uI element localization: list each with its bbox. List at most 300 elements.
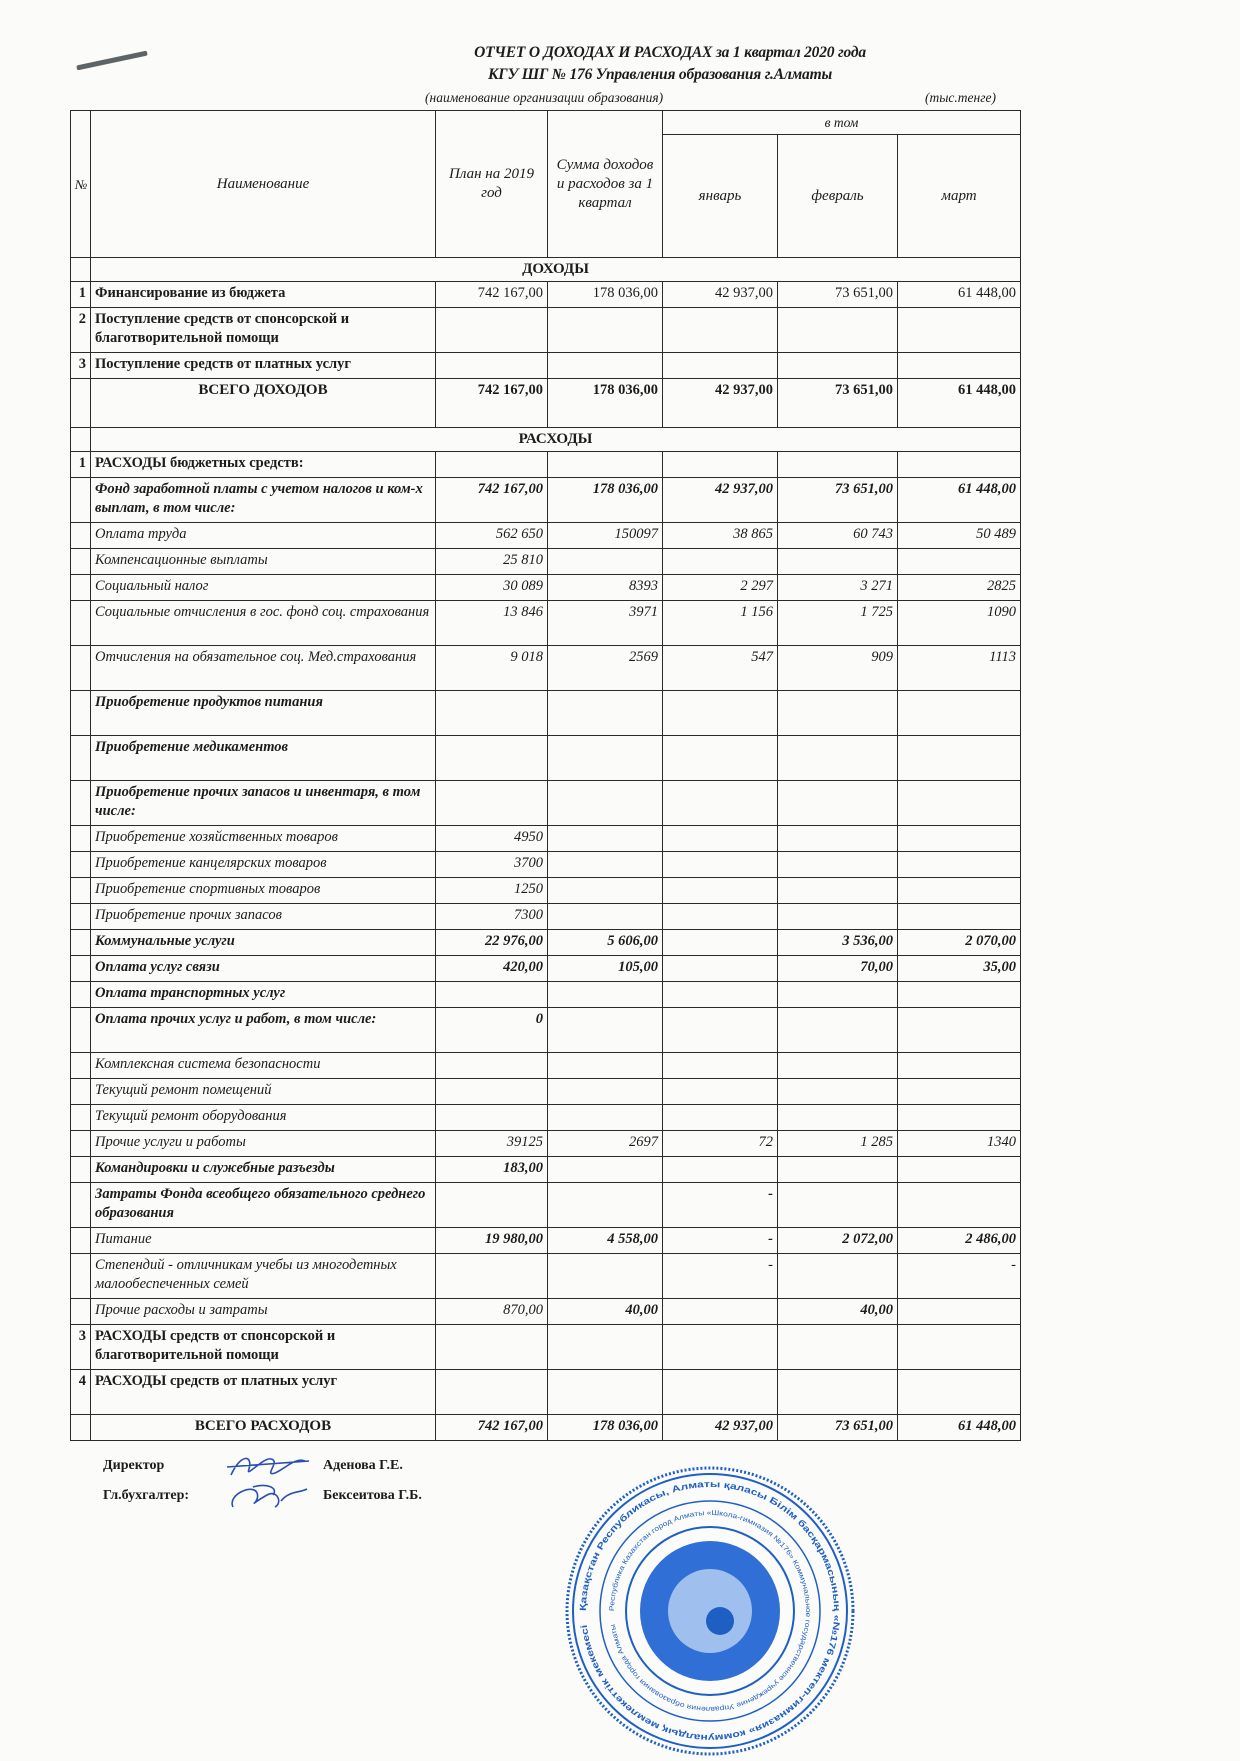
row-name: Прочие расходы и затраты (91, 1299, 436, 1325)
march-value: 1090 (898, 601, 1021, 646)
january-value: 547 (663, 646, 778, 691)
quarter-sum-value: 5 606,00 (548, 930, 663, 956)
expense-row (71, 904, 1021, 930)
row-number: 2 (71, 308, 91, 353)
january-value (663, 956, 778, 982)
row-number (71, 1183, 91, 1228)
february-value (778, 852, 898, 878)
income-section-title: ДОХОДЫ (91, 258, 1021, 282)
row-number: 3 (71, 353, 91, 379)
quarter-sum-value (548, 549, 663, 575)
plan-value (436, 1053, 548, 1079)
quarter-sum-value (548, 781, 663, 826)
march-value (898, 904, 1021, 930)
row-name: Приобретение продуктов питания (91, 691, 436, 736)
organization-name: КГУ ШГ № 176 Управления образования г.Алматы (487, 66, 833, 83)
expense-row (71, 1008, 1021, 1053)
row-name: Поступление средств от спонсорской и благотворительной помощи (91, 308, 436, 353)
organization-caption: (наименование организации образования) (425, 90, 664, 105)
march-value (898, 1183, 1021, 1228)
january-value (663, 1299, 778, 1325)
row-name: Поступление средств от платных услуг (91, 353, 436, 379)
row-number (71, 826, 91, 852)
header-march: март (898, 135, 1021, 258)
row-number (71, 852, 91, 878)
february-value: 3 536,00 (778, 930, 898, 956)
february-value: 73 651,00 (778, 282, 898, 308)
row-name: Степендий - отличникам учебы из многодетных малообеспеченных семей (91, 1254, 436, 1299)
march-value: 50 489 (898, 523, 1021, 549)
february-value (778, 1157, 898, 1183)
expense-section-title: РАСХОДЫ (91, 428, 1021, 452)
row-name: Питание (91, 1228, 436, 1254)
row-number (71, 930, 91, 956)
february-value: 909 (778, 646, 898, 691)
plan-value (436, 736, 548, 781)
plan-value: 742 167,00 (436, 379, 548, 428)
signature-block (103, 1451, 422, 1511)
january-value: 42 937,00 (663, 478, 778, 523)
plan-value (436, 1183, 548, 1228)
march-value (898, 1370, 1021, 1415)
january-value: - (663, 1228, 778, 1254)
plan-value (436, 691, 548, 736)
quarter-sum-value (548, 878, 663, 904)
row-number (71, 1254, 91, 1299)
expense-row (71, 1131, 1021, 1157)
march-value (898, 826, 1021, 852)
february-value (778, 1370, 898, 1415)
march-value: 61 448,00 (898, 282, 1021, 308)
header-number: № (71, 111, 91, 258)
official-seal (560, 1461, 860, 1761)
february-value: 60 743 (778, 523, 898, 549)
expense-row (71, 549, 1021, 575)
march-value (898, 736, 1021, 781)
expense-row (71, 878, 1021, 904)
march-value (898, 878, 1021, 904)
row-number: 4 (71, 1370, 91, 1415)
expense-row (71, 1053, 1021, 1079)
signature-person: Аденова Г.Е. (323, 1458, 403, 1473)
row-number: 1 (71, 452, 91, 478)
row-name: Фонд заработной платы с учетом налогов и ком-х выплат, в том числе: (91, 478, 436, 523)
february-value (778, 878, 898, 904)
january-value (663, 1008, 778, 1053)
income-row (71, 308, 1021, 353)
january-value: 2 297 (663, 575, 778, 601)
row-number (71, 781, 91, 826)
expense-row (71, 982, 1021, 1008)
plan-value: 4950 (436, 826, 548, 852)
february-value (778, 904, 898, 930)
january-value (663, 878, 778, 904)
row-number (71, 736, 91, 781)
income-row (71, 353, 1021, 379)
row-name: ВСЕГО РАСХОДОВ (91, 1415, 436, 1441)
row-number (71, 1079, 91, 1105)
row-number (71, 904, 91, 930)
quarter-sum-value (548, 826, 663, 852)
february-value: 73 651,00 (778, 379, 898, 428)
march-value: 1340 (898, 1131, 1021, 1157)
quarter-sum-value (548, 1079, 663, 1105)
march-value (898, 1008, 1021, 1053)
quarter-sum-value: 178 036,00 (548, 478, 663, 523)
quarter-sum-value (548, 1325, 663, 1370)
expense-row (71, 736, 1021, 781)
plan-value: 870,00 (436, 1299, 548, 1325)
row-name: Комплексная система безопасности (91, 1053, 436, 1079)
seal-inner-text: Республика Казахстан город Алматы «Школа-гимназия №176» Коммунальное государственное учреждение Управления образования города Алматы (608, 1509, 812, 1713)
february-value (778, 308, 898, 353)
row-number (71, 1415, 91, 1441)
expense-row (71, 452, 1021, 478)
january-value: 72 (663, 1131, 778, 1157)
february-value: 70,00 (778, 956, 898, 982)
january-value (663, 1079, 778, 1105)
march-value: - (898, 1254, 1021, 1299)
february-value (778, 826, 898, 852)
quarter-sum-value (548, 904, 663, 930)
january-value (663, 1325, 778, 1370)
row-name: Социальные отчисления в гос. фонд соц. страхования (91, 601, 436, 646)
march-value (898, 781, 1021, 826)
row-number (71, 549, 91, 575)
quarter-sum-value (548, 1183, 663, 1228)
row-number (71, 478, 91, 523)
march-value (898, 353, 1021, 379)
plan-value: 0 (436, 1008, 548, 1053)
income-section-row (71, 258, 1021, 282)
row-number (71, 1157, 91, 1183)
quarter-sum-value: 178 036,00 (548, 1415, 663, 1441)
row-number: 3 (71, 1325, 91, 1370)
february-value: 73 651,00 (778, 1415, 898, 1441)
plan-value: 30 089 (436, 575, 548, 601)
quarter-sum-value: 2569 (548, 646, 663, 691)
february-value (778, 549, 898, 575)
expense-row (71, 852, 1021, 878)
january-value (663, 1105, 778, 1131)
quarter-sum-value: 40,00 (548, 1299, 663, 1325)
expense-row (71, 826, 1021, 852)
march-value (898, 1105, 1021, 1131)
expense-row (71, 1105, 1021, 1131)
february-value (778, 736, 898, 781)
row-number (71, 1228, 91, 1254)
february-value (778, 353, 898, 379)
header-plan: План на 2019 год (436, 111, 548, 258)
january-value (663, 736, 778, 781)
quarter-sum-value (548, 736, 663, 781)
expense-row (71, 575, 1021, 601)
row-number (71, 1053, 91, 1079)
row-name: Приобретение хозяйственных товаров (91, 826, 436, 852)
january-value (663, 308, 778, 353)
march-value (898, 452, 1021, 478)
report-title: ОТЧЕТ О ДОХОДАХ И РАСХОДАХ за 1 квартал 2020 года (474, 44, 866, 61)
march-value: 1113 (898, 646, 1021, 691)
quarter-sum-value (548, 1254, 663, 1299)
row-number (71, 956, 91, 982)
plan-value: 22 976,00 (436, 930, 548, 956)
quarter-sum-value: 105,00 (548, 956, 663, 982)
row-name: Оплата услуг связи (91, 956, 436, 982)
row-number (71, 691, 91, 736)
header-name: Наименование (91, 111, 436, 258)
january-value: 42 937,00 (663, 1415, 778, 1441)
quarter-sum-value (548, 982, 663, 1008)
january-value (663, 1370, 778, 1415)
march-value: 2 070,00 (898, 930, 1021, 956)
quarter-sum-value (548, 308, 663, 353)
plan-value: 420,00 (436, 956, 548, 982)
row-name: Приобретение прочих запасов и инвентаря, в том числе: (91, 781, 436, 826)
plan-value (436, 1325, 548, 1370)
plan-value (436, 781, 548, 826)
row-number (71, 878, 91, 904)
subtitle-line (0, 90, 1240, 108)
row-name: ВСЕГО ДОХОДОВ (91, 379, 436, 428)
income-total-row (71, 379, 1021, 428)
expense-row (71, 1299, 1021, 1325)
january-value (663, 353, 778, 379)
income-row (71, 282, 1021, 308)
plan-value: 7300 (436, 904, 548, 930)
table-body (71, 258, 1021, 1441)
january-value: 42 937,00 (663, 379, 778, 428)
march-value: 61 448,00 (898, 379, 1021, 428)
february-value (778, 1079, 898, 1105)
march-value: 35,00 (898, 956, 1021, 982)
february-value: 1 285 (778, 1131, 898, 1157)
row-number (71, 1299, 91, 1325)
signature-role: Директор (103, 1458, 165, 1473)
plan-value (436, 1105, 548, 1131)
march-value: 2 486,00 (898, 1228, 1021, 1254)
plan-value: 13 846 (436, 601, 548, 646)
january-value: 1 156 (663, 601, 778, 646)
row-name: Приобретение канцелярских товаров (91, 852, 436, 878)
quarter-sum-value: 2697 (548, 1131, 663, 1157)
quarter-sum-value (548, 1157, 663, 1183)
header-january: январь (663, 135, 778, 258)
plan-value: 742 167,00 (436, 1415, 548, 1441)
plan-value (436, 1254, 548, 1299)
march-value: 61 448,00 (898, 478, 1021, 523)
seal-outer-text: Қазақстан Республикасы, Алматы қаласы Білім басқармасының «№176 мектеп-гимназия» коммуналдық мемлекеттік мекемесі (577, 1478, 843, 1744)
march-value (898, 982, 1021, 1008)
february-value (778, 1105, 898, 1131)
row-name: Текущий ремонт помещений (91, 1079, 436, 1105)
february-value (778, 452, 898, 478)
january-value (663, 549, 778, 575)
row-name: Социальный налог (91, 575, 436, 601)
row-name: Приобретение спортивных товаров (91, 878, 436, 904)
january-value (663, 904, 778, 930)
march-value (898, 1157, 1021, 1183)
income-expense-table (70, 110, 1021, 1441)
expense-row (71, 1254, 1021, 1299)
january-value: 42 937,00 (663, 282, 778, 308)
january-value (663, 781, 778, 826)
plan-value: 562 650 (436, 523, 548, 549)
march-value (898, 1299, 1021, 1325)
plan-value (436, 982, 548, 1008)
row-number (71, 1105, 91, 1131)
plan-value: 1250 (436, 878, 548, 904)
february-value (778, 781, 898, 826)
quarter-sum-value: 150097 (548, 523, 663, 549)
quarter-sum-value: 178 036,00 (548, 379, 663, 428)
quarter-sum-value: 178 036,00 (548, 282, 663, 308)
january-value: 38 865 (663, 523, 778, 549)
february-value (778, 1053, 898, 1079)
row-name: Командировки и служебные разъезды (91, 1157, 436, 1183)
plan-value: 183,00 (436, 1157, 548, 1183)
expense-row (71, 781, 1021, 826)
signature-director (103, 1451, 422, 1481)
expense-row (71, 930, 1021, 956)
expense-row (71, 1325, 1021, 1370)
quarter-sum-value (548, 1370, 663, 1415)
quarter-sum-value (548, 852, 663, 878)
plan-value (436, 353, 548, 379)
row-number (71, 523, 91, 549)
expense-row (71, 646, 1021, 691)
plan-value (436, 452, 548, 478)
march-value (898, 852, 1021, 878)
plan-value: 25 810 (436, 549, 548, 575)
row-number (71, 646, 91, 691)
row-name: РАСХОДЫ средств от спонсорской и благотворительной помощи (91, 1325, 436, 1370)
row-name: Затраты Фонда всеобщего обязательного среднего образования (91, 1183, 436, 1228)
february-value (778, 1008, 898, 1053)
march-value (898, 1079, 1021, 1105)
quarter-sum-value (548, 1105, 663, 1131)
row-name: Коммунальные услуги (91, 930, 436, 956)
january-value (663, 852, 778, 878)
expense-row (71, 523, 1021, 549)
february-value (778, 1325, 898, 1370)
row-number (71, 575, 91, 601)
handwritten-signature (223, 1451, 313, 1481)
quarter-sum-value: 3971 (548, 601, 663, 646)
header-quarter-sum: Сумма доходов и расходов за 1 квартал (548, 111, 663, 258)
signature-accountant (103, 1481, 422, 1511)
january-value (663, 691, 778, 736)
quarter-sum-value (548, 691, 663, 736)
march-value (898, 1325, 1021, 1370)
row-name: Оплата транспортных услуг (91, 982, 436, 1008)
march-value (898, 691, 1021, 736)
expense-row (71, 1183, 1021, 1228)
row-name: Приобретение медикаментов (91, 736, 436, 781)
plan-value: 3700 (436, 852, 548, 878)
quarter-sum-value (548, 1053, 663, 1079)
empty-cell (71, 258, 91, 282)
february-value: 73 651,00 (778, 478, 898, 523)
row-name: Отчисления на обязательное соц. Мед.страхования (91, 646, 436, 691)
quarter-sum-value: 4 558,00 (548, 1228, 663, 1254)
header-row (71, 111, 1021, 135)
row-number (71, 1008, 91, 1053)
row-name: Текущий ремонт оборудования (91, 1105, 436, 1131)
row-name: РАСХОДЫ средств от платных услуг (91, 1370, 436, 1415)
row-number: 1 (71, 282, 91, 308)
expense-row (71, 1370, 1021, 1415)
march-value: 2825 (898, 575, 1021, 601)
february-value (778, 691, 898, 736)
row-number (71, 379, 91, 428)
row-name: Оплата прочих услуг и работ, в том числе: (91, 1008, 436, 1053)
signature-role: Гл.бухгалтер: (103, 1488, 190, 1503)
march-value (898, 308, 1021, 353)
quarter-sum-value (548, 452, 663, 478)
expense-row (71, 1157, 1021, 1183)
february-value (778, 982, 898, 1008)
march-value: 61 448,00 (898, 1415, 1021, 1441)
row-number (71, 601, 91, 646)
january-value: - (663, 1183, 778, 1228)
plan-value: 9 018 (436, 646, 548, 691)
currency-unit: (тыс.тенге) (925, 90, 996, 105)
january-value: - (663, 1254, 778, 1299)
january-value (663, 452, 778, 478)
expense-row (71, 601, 1021, 646)
expense-row (71, 956, 1021, 982)
february-value: 3 271 (778, 575, 898, 601)
january-value (663, 1157, 778, 1183)
row-number (71, 982, 91, 1008)
handwritten-signature (223, 1481, 313, 1511)
expense-row (71, 1079, 1021, 1105)
expense-row (71, 691, 1021, 736)
expense-total-row (71, 1415, 1021, 1441)
row-name: РАСХОДЫ бюджетных средств: (91, 452, 436, 478)
march-value (898, 1053, 1021, 1079)
row-name: Финансирование из бюджета (91, 282, 436, 308)
header-february: февраль (778, 135, 898, 258)
quarter-sum-value (548, 353, 663, 379)
january-value (663, 826, 778, 852)
row-number (71, 1131, 91, 1157)
empty-cell (71, 428, 91, 452)
february-value (778, 1254, 898, 1299)
plan-value: 19 980,00 (436, 1228, 548, 1254)
february-value: 1 725 (778, 601, 898, 646)
january-value (663, 982, 778, 1008)
february-value: 40,00 (778, 1299, 898, 1325)
expense-row (71, 478, 1021, 523)
plan-value (436, 1079, 548, 1105)
row-name: Оплата труда (91, 523, 436, 549)
row-name: Компенсационные выплаты (91, 549, 436, 575)
header-including: в том (663, 111, 1021, 135)
row-name: Приобретение прочих запасов (91, 904, 436, 930)
february-value (778, 1183, 898, 1228)
plan-value: 742 167,00 (436, 478, 548, 523)
row-name: Прочие услуги и работы (91, 1131, 436, 1157)
january-value (663, 930, 778, 956)
quarter-sum-value: 8393 (548, 575, 663, 601)
plan-value (436, 1370, 548, 1415)
plan-value: 39125 (436, 1131, 548, 1157)
expense-section-row (71, 428, 1021, 452)
signature-person: Бексеитова Г.Б. (323, 1488, 422, 1503)
plan-value (436, 308, 548, 353)
